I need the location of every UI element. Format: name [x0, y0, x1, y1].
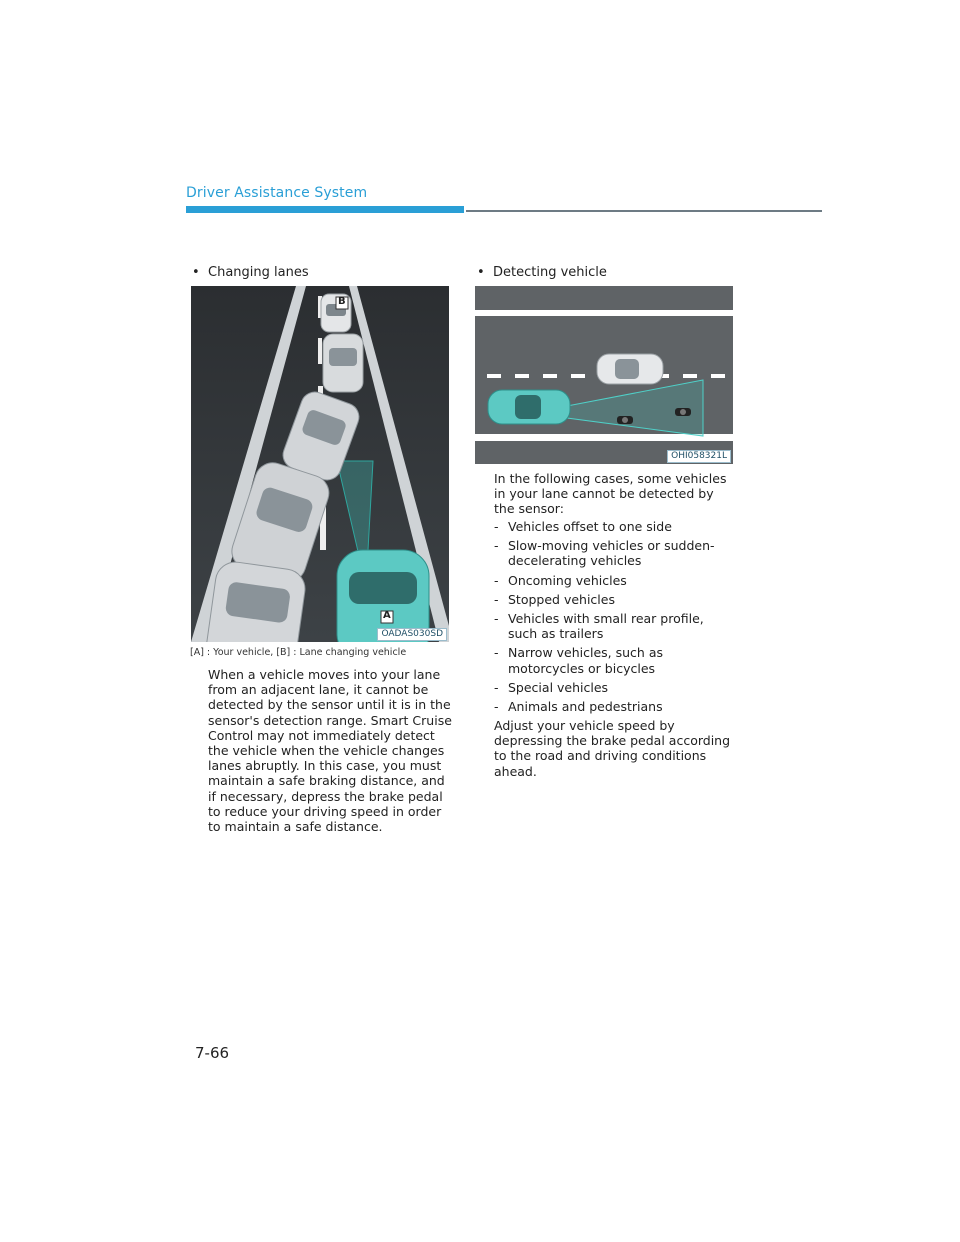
list-item: - Animals and pedestrians: [494, 699, 663, 715]
header-rule: [466, 210, 822, 212]
detecting-intro: In the following cases, some vehicles in your lane cannot be detected by the sensor:: [494, 471, 727, 517]
list-item: - Special vehicles: [494, 679, 609, 695]
list-item: - Slow-moving vehicles or sudden-decelerating vehicles: [494, 538, 715, 569]
undetected-cases-list: [494, 519, 736, 718]
figure-code-left: OADAS030SD: [377, 628, 447, 641]
list-item: - Narrow vehicles, such as motorcycles or bicycles: [494, 645, 663, 676]
detecting-vehicle-scene: [475, 286, 733, 464]
list-item: - Oncoming vehicles: [494, 572, 627, 588]
bullet-changing-lanes: • Changing lanes: [192, 265, 309, 280]
label-vehicle-b: B: [338, 296, 346, 307]
lane-change-vehicle-2: [323, 334, 363, 392]
motorcycle-2: [675, 408, 691, 416]
detecting-vehicle-illustration: [475, 286, 733, 464]
header-accent-bar: [186, 206, 464, 213]
your-vehicle-right: [488, 390, 570, 424]
label-vehicle-a: A: [383, 610, 391, 621]
bullet-label: Changing lanes: [208, 265, 309, 280]
section-title: Driver Assistance System: [186, 185, 368, 201]
changing-lanes-paragraph: When a vehicle moves into your lane from an adjacent lane, it cannot be detected by the sensor until it is in the sensor's detection range. Smart Cruise Control may not immediately detect the vehicle when the vehicle changes lanes abruptly. In this case, you must maintain a safe braking distance, and if necessary, depress the brake pedal to reduce your driving speed in order to maintain a safe distance.: [208, 667, 452, 835]
figure-caption: [A] : Your vehicle, [B] : Lane changing vehicle: [190, 647, 407, 658]
motorcycle-1: [617, 416, 633, 424]
figure-code-right: OHI058321L: [667, 450, 731, 463]
offset-white-vehicle: [597, 354, 663, 384]
bullet-label: Detecting vehicle: [493, 265, 607, 280]
page-number: 7-66: [195, 1044, 230, 1062]
bullet-detecting-vehicle: • Detecting vehicle: [477, 265, 607, 280]
list-item: - Stopped vehicles: [494, 591, 615, 607]
list-item: - Vehicles with small rear profile, such as trailers: [494, 611, 704, 642]
changing-lanes-scene: [191, 286, 449, 642]
closing-paragraph: Adjust your vehicle speed by depressing the brake pedal according to the road and driving conditions ahead.: [494, 718, 731, 779]
changing-lanes-illustration: [191, 286, 449, 642]
list-item: - Vehicles offset to one side: [494, 519, 672, 534]
lane-change-vehicle-5: [203, 560, 307, 642]
